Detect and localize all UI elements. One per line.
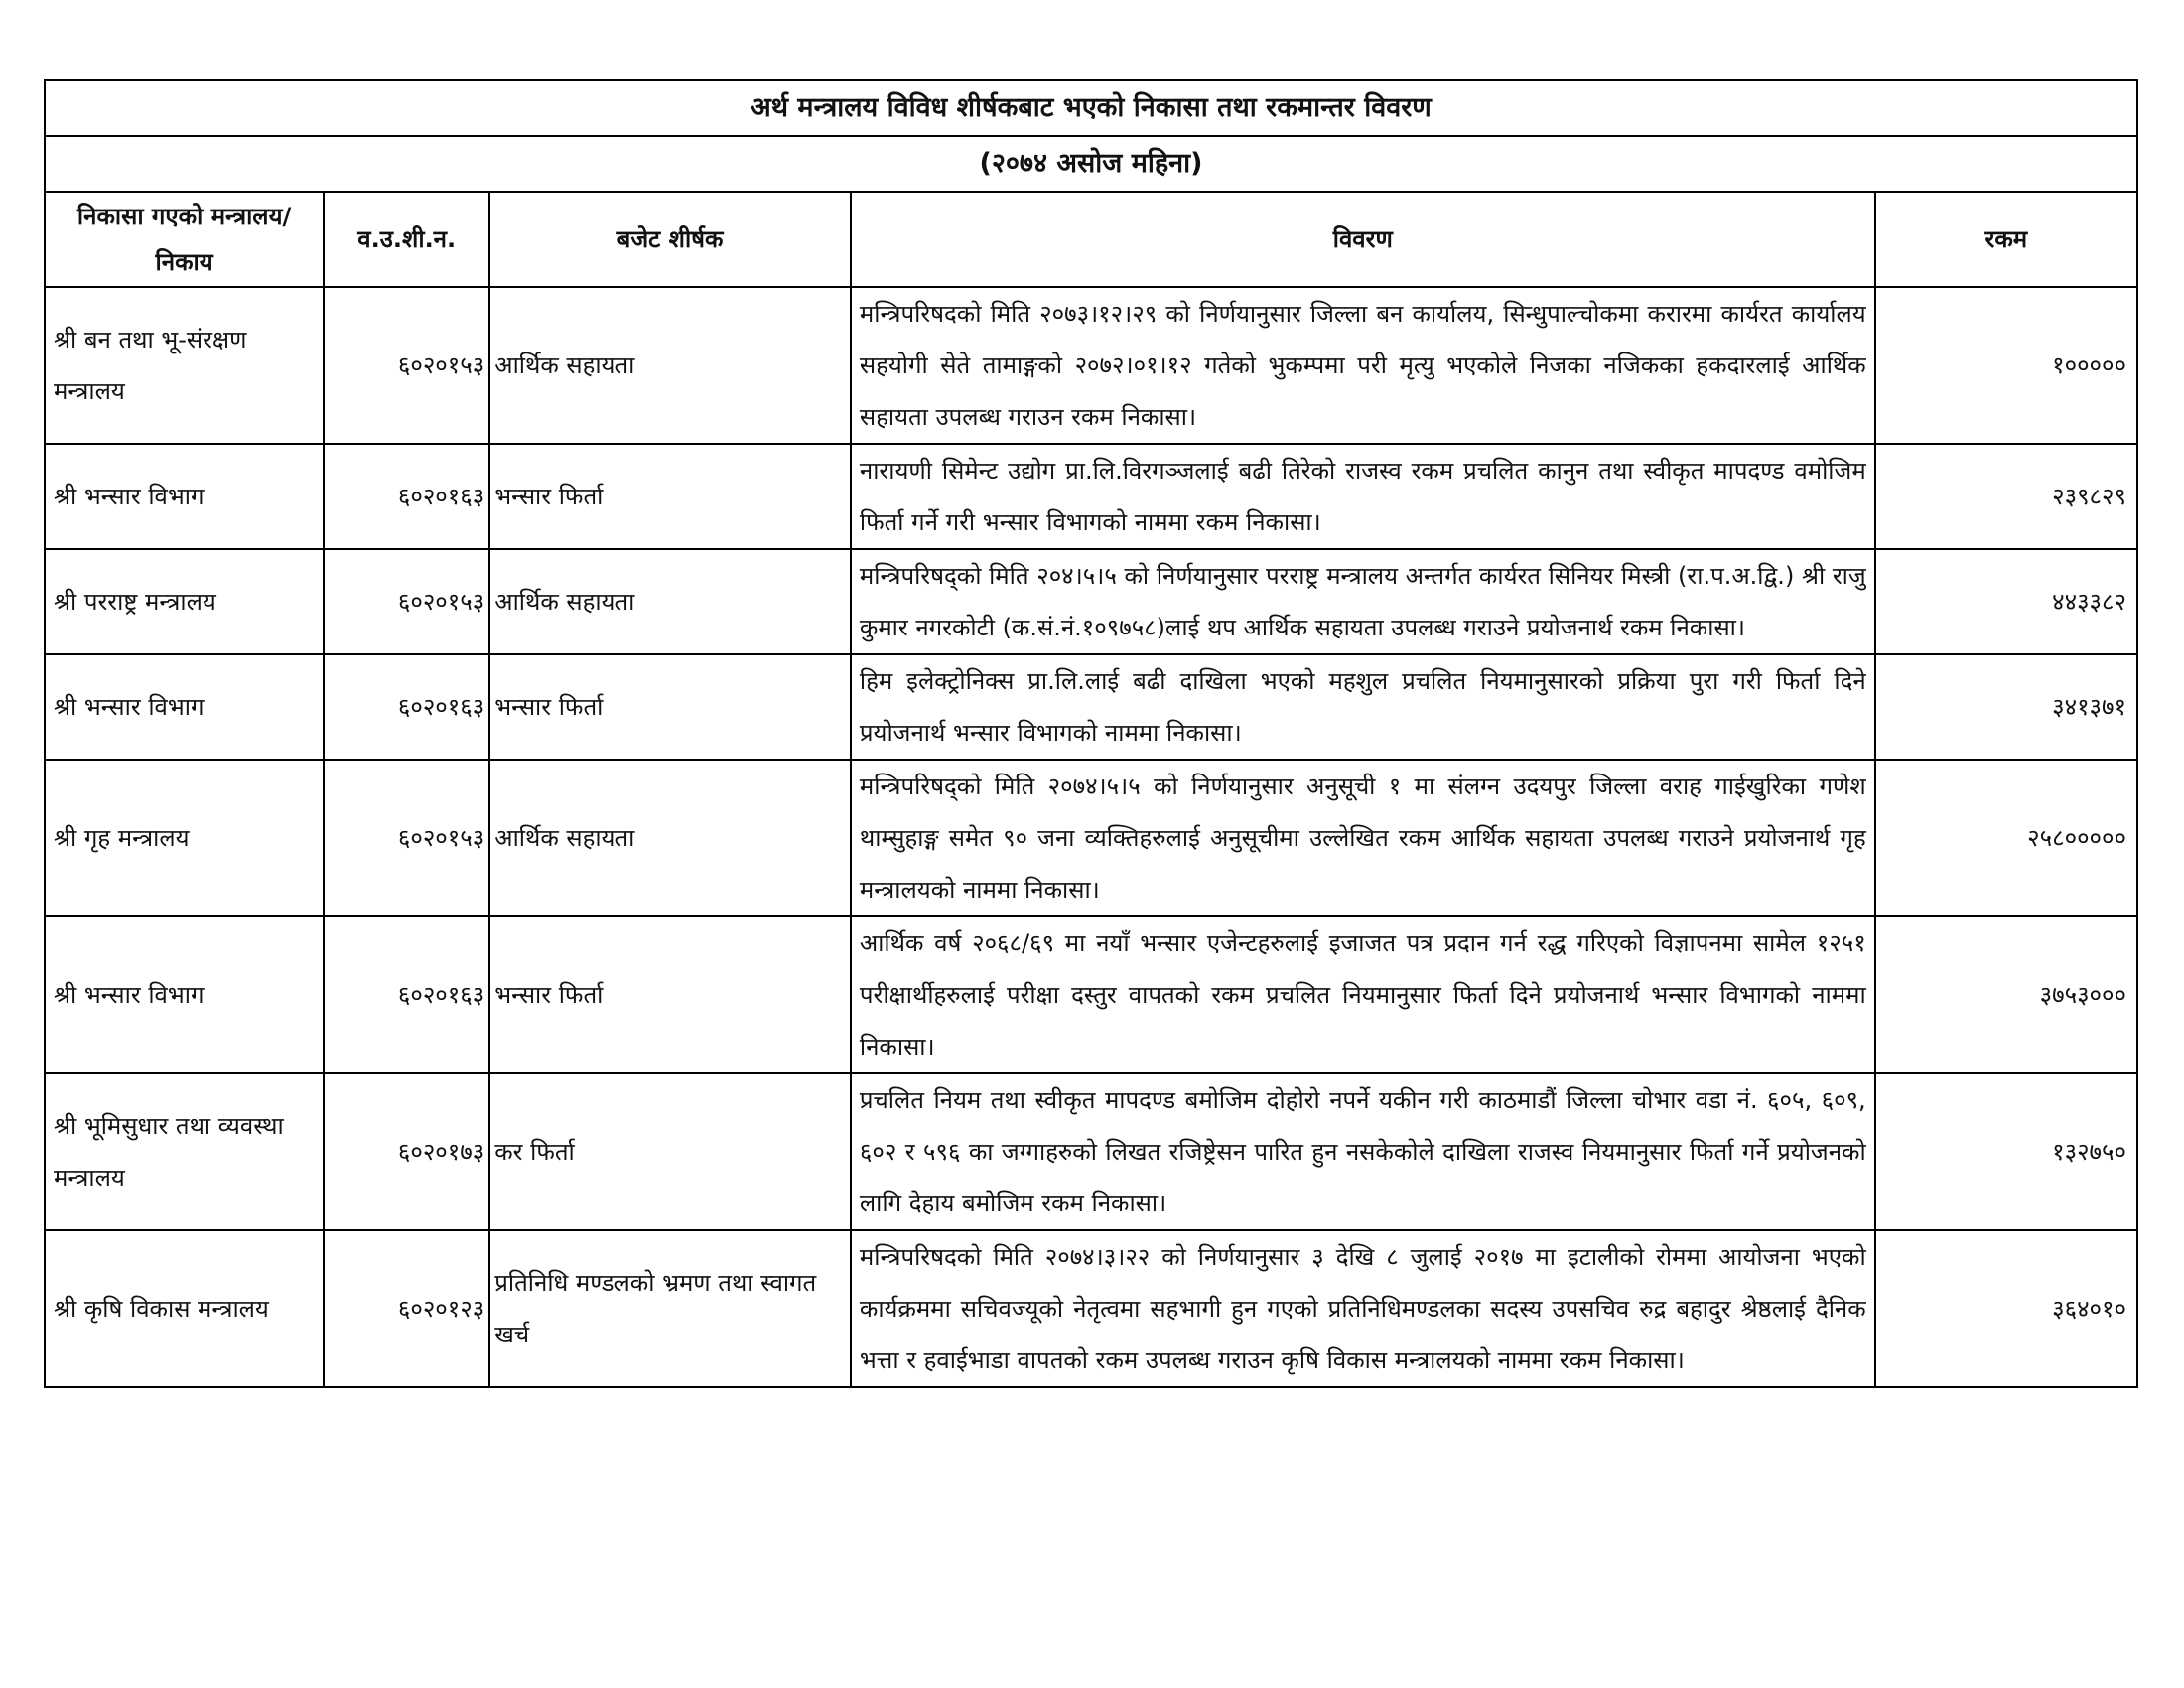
document-subtitle: (२०७४ असोज महिना) (45, 136, 2137, 192)
cell-description: आर्थिक वर्ष २०६८/६९ मा नयाँ भन्सार एजेन्टहरुलाई इजाजत पत्र प्रदान गर्न रद्ध गरिएको विज्ञापनमा सामेल १२५१ परीक्षार्थीहरुलाई परीक्षा दस्तुर वापतको रकम प्रचलित नियमानुसार फिर्ता दिने प्रयोजनार्थ भन्सार विभागको नाममा निकासा। (851, 916, 1875, 1073)
cell-amount: २५८००००० (1875, 760, 2137, 916)
cell-description: मन्त्रिपरिषद्को मिति २०४।५।५ को निर्णयानुसार परराष्ट्र मन्त्रालय अन्तर्गत कार्यरत सिनियर मिस्त्री (रा.प.अ.द्वि.) श्री राजु कुमार नगरकोटी (क.सं.नं.१०९७५८)लाई थप आर्थिक सहायता उपलब्ध गराउने प्रयोजनार्थ रकम निकासा। (851, 549, 1875, 654)
cell-amount: ४४३३८२ (1875, 549, 2137, 654)
table-row (45, 549, 2137, 654)
document-title: अर्थ मन्त्रालय विविध शीर्षकबाट भएको निकासा तथा रकमान्तर विवरण (45, 80, 2137, 136)
cell-ministry: श्री भन्सार विभाग (45, 916, 324, 1073)
cell-code: ६०२०१६३ (324, 916, 489, 1073)
cell-code: ६०२०१५३ (324, 287, 489, 444)
cell-description: मन्त्रिपरिषदको मिति २०७३।१२।२९ को निर्णयानुसार जिल्ला बन कार्यालय, सिन्धुपाल्चोकमा करारमा कार्यरत कार्यालय सहयोगी सेते तामाङ्गको २०७२।०१।१२ गतेको भुकम्पमा परी मृत्यु भएकोले निजका नजिकका हकदारलाई आर्थिक सहायता उपलब्ध गराउन रकम निकासा। (851, 287, 1875, 444)
cell-ministry: श्री भन्सार विभाग (45, 654, 324, 760)
table-row (45, 1073, 2137, 1230)
cell-ministry: श्री गृह मन्त्रालय (45, 760, 324, 916)
cell-description: प्रचलित नियम तथा स्वीकृत मापदण्ड बमोजिम दोहोरो नपर्ने यकीन गरी काठमाडौं जिल्ला चोभार वडा नं. ६०५, ६०९, ६०२ र ५९६ का जग्गाहरुको लिखत रजिष्ट्रेसन पारित हुन नसकेकोले दाखिला राजस्व नियमानुसार फिर्ता गर्ने प्रयोजनको लागि देहाय बमोजिम रकम निकासा। (851, 1073, 1875, 1230)
table-row (45, 760, 2137, 916)
header-code: व.उ.शी.न. (324, 192, 489, 287)
cell-amount: ३४१३७१ (1875, 654, 2137, 760)
cell-budget-head: भन्सार फिर्ता (489, 654, 851, 760)
cell-budget-head: भन्सार फिर्ता (489, 916, 851, 1073)
header-ministry: निकासा गएको मन्त्रालय/निकाय (45, 192, 324, 287)
cell-code: ६०२०१२३ (324, 1230, 489, 1387)
cell-amount: २३९८२९ (1875, 444, 2137, 549)
cell-budget-head: कर फिर्ता (489, 1073, 851, 1230)
header-amount: रकम (1875, 192, 2137, 287)
table-row (45, 654, 2137, 760)
table-row (45, 1230, 2137, 1387)
cell-budget-head: आर्थिक सहायता (489, 287, 851, 444)
cell-description: हिम इलेक्ट्रोनिक्स प्रा.लि.लाई बढी दाखिला भएको महशुल प्रचलित नियमानुसारको प्रक्रिया पुरा गरी फिर्ता दिने प्रयोजनार्थ भन्सार विभागको नाममा निकासा। (851, 654, 1875, 760)
cell-ministry: श्री कृषि विकास मन्त्रालय (45, 1230, 324, 1387)
cell-code: ६०२०१५३ (324, 549, 489, 654)
cell-description: नारायणी सिमेन्ट उद्योग प्रा.लि.विरगञ्जलाई बढी तिरेको राजस्व रकम प्रचलित कानुन तथा स्वीकृत मापदण्ड वमोजिम फिर्ता गर्ने गरी भन्सार विभागको नाममा रकम निकासा। (851, 444, 1875, 549)
cell-code: ६०२०१६३ (324, 444, 489, 549)
cell-code: ६०२०१७३ (324, 1073, 489, 1230)
header-budget-head: बजेट शीर्षक (489, 192, 851, 287)
cell-description: मन्त्रिपरिषदको मिति २०७४।३।२२ को निर्णयानुसार ३ देखि ८ जुलाई २०१७ मा इटालीको रोममा आयोजना भएको कार्यक्रममा सचिवज्यूको नेतृत्वमा सहभागी हुन गएको प्रतिनिधिमण्डलका सदस्य उपसचिव रुद्र बहादुर श्रेष्ठलाई दैनिक भत्ता र हवाईभाडा वापतको रकम उपलब्ध गराउन कृषि विकास मन्त्रालयको नाममा रकम निकासा। (851, 1230, 1875, 1387)
cell-amount: १३२७५० (1875, 1073, 2137, 1230)
header-row (45, 192, 2137, 287)
cell-ministry: श्री परराष्ट्र मन्त्रालय (45, 549, 324, 654)
table-row (45, 287, 2137, 444)
cell-ministry: श्री भन्सार विभाग (45, 444, 324, 549)
cell-budget-head: भन्सार फिर्ता (489, 444, 851, 549)
subtitle-row (45, 136, 2137, 192)
cell-amount: १००००० (1875, 287, 2137, 444)
cell-budget-head: प्रतिनिधि मण्डलको भ्रमण तथा स्वागत खर्च (489, 1230, 851, 1387)
cell-code: ६०२०१५३ (324, 760, 489, 916)
cell-ministry: श्री बन तथा भू-संरक्षण मन्त्रालय (45, 287, 324, 444)
title-row (45, 80, 2137, 136)
cell-amount: ३७५३००० (1875, 916, 2137, 1073)
table-row (45, 444, 2137, 549)
cell-code: ६०२०१६३ (324, 654, 489, 760)
cell-budget-head: आर्थिक सहायता (489, 760, 851, 916)
cell-description: मन्त्रिपरिषद्को मिति २०७४।५।५ को निर्णयानुसार अनुसूची १ मा संलग्न उदयपुर जिल्ला वराह गाईखुरिका गणेश थाम्सुहाङ्ग समेत ९० जना व्यक्तिहरुलाई अनुसूचीमा उल्लेखित रकम आर्थिक सहायता उपलब्ध गराउने प्रयोजनार्थ गृह मन्त्रालयको नाममा निकासा। (851, 760, 1875, 916)
cell-budget-head: आर्थिक सहायता (489, 549, 851, 654)
disbursement-table (44, 79, 2138, 1388)
cell-amount: ३६४०१० (1875, 1230, 2137, 1387)
cell-ministry: श्री भूमिसुधार तथा व्यवस्था मन्त्रालय (45, 1073, 324, 1230)
table-row (45, 916, 2137, 1073)
header-description: विवरण (851, 192, 1875, 287)
